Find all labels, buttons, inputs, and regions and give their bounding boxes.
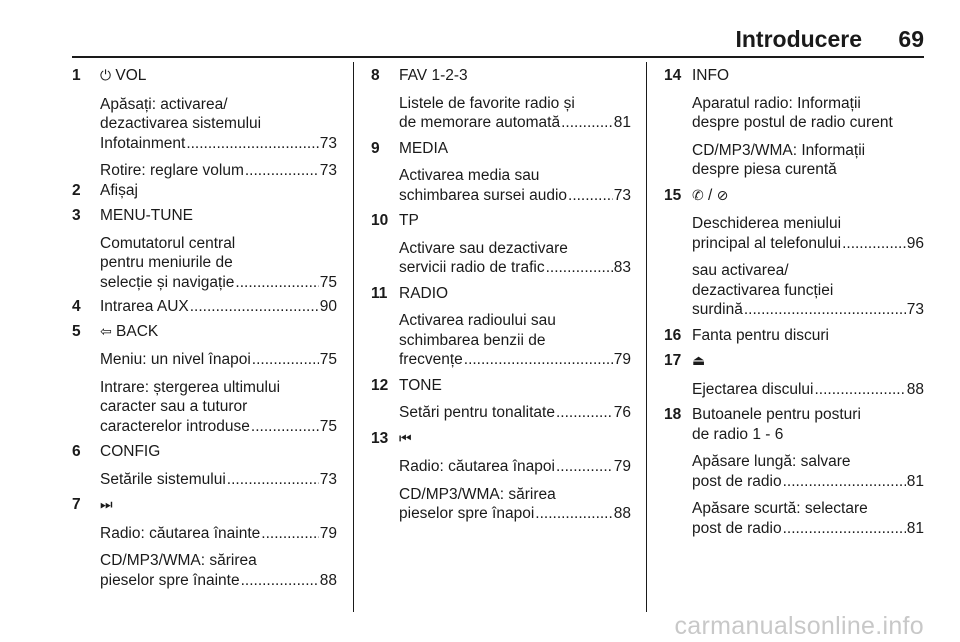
text-line: CD/MP3/WMA: sărirea (100, 552, 257, 569)
page-ref: 81 (906, 519, 924, 537)
page-ref: 88 (613, 505, 631, 522)
text-line: pentru meniurile de (100, 254, 233, 271)
item-label: RADIO (399, 284, 449, 302)
item-number: 3 (72, 207, 81, 224)
text-line: caracter sau a tuturor (100, 398, 248, 415)
toc-line: Radio: căutarea înainte ..... 79 (100, 524, 337, 544)
separator: / (708, 186, 713, 204)
item-number: 9 (371, 139, 380, 157)
item-label: MEDIA (399, 139, 449, 157)
item-label: Afișaj (100, 181, 138, 199)
text-line: Activarea media sau (399, 167, 540, 184)
back-arrow-icon: ⇦ (100, 323, 112, 340)
toc-line: Rotire: reglare volum ..... 73 (100, 161, 337, 181)
text-line: Deschiderea meniului (692, 215, 842, 232)
item-number: 10 (371, 212, 389, 229)
text-line: CD/MP3/WMA: sărirea (399, 485, 556, 503)
text-line: Apăsare scurtă: selectare (692, 500, 868, 517)
text-line: Apăsare lungă: salvare (692, 453, 851, 470)
page-ref: 83 (613, 259, 631, 276)
toc-line: de memorare automată ..... 81 (399, 113, 631, 133)
text-line: CD/MP3/WMA: Informații (692, 141, 866, 159)
page-ref: 75 (319, 417, 337, 435)
list-item (371, 376, 631, 423)
text-line: sau activarea/ (692, 262, 789, 279)
item-label: BACK (116, 322, 159, 340)
page-ref: 90 (319, 298, 337, 315)
item-number: 1 (72, 67, 81, 84)
text-line: Aparatul radio: Informații (692, 94, 861, 112)
list-item (72, 322, 337, 437)
list-item (72, 206, 337, 292)
phone-icon: ✆ (692, 187, 704, 204)
column-middle (371, 66, 631, 524)
item-label: INFO (692, 67, 730, 84)
next-track-icon: ⏭ (100, 497, 113, 513)
page-ref: 73 (319, 470, 337, 488)
toc-line: Radio: căutarea înapoi ..... 79 (399, 457, 631, 477)
page-number: 69 (898, 26, 924, 52)
item-number: 14 (664, 67, 682, 84)
list-item (371, 429, 631, 524)
page-ref: 79 (613, 458, 631, 475)
page-header (72, 26, 924, 58)
text-line: dezactivarea sistemului (100, 115, 262, 132)
item-label: VOL (115, 67, 147, 84)
page-ref: 76 (613, 404, 631, 421)
column-left (72, 66, 337, 590)
item-number: 12 (371, 376, 389, 394)
list-item (72, 66, 337, 181)
toc-line: pieselor spre înainte ..... 88 (100, 571, 337, 591)
page-ref: 79 (319, 524, 337, 542)
item-number: 8 (371, 67, 380, 84)
page-ref: 75 (319, 351, 337, 368)
item-number: 7 (72, 496, 81, 513)
item-number: 11 (371, 284, 388, 302)
page-ref: 96 (906, 234, 924, 252)
toc-line: post de radio ..... 81 (692, 472, 924, 492)
text-line: Apăsați: activarea/ (100, 95, 228, 113)
toc-line: frecvențe ..... 79 (399, 350, 631, 370)
text-line: Activare sau dezactivare (399, 239, 568, 257)
item-number: 18 (664, 406, 682, 423)
toc-line: Setările sistemului ..... 73 (100, 470, 337, 490)
text-line: dezactivarea funcției (692, 281, 834, 299)
item-number: 15 (664, 186, 682, 204)
item-number: 16 (664, 326, 682, 344)
page-ref: 88 (319, 571, 337, 589)
list-item (664, 186, 924, 320)
item-label: FAV 1-2-3 (399, 67, 468, 84)
item-number: 6 (72, 443, 81, 460)
list-item (72, 442, 337, 489)
text-line: Intrare: ștergerea ultimului (100, 378, 281, 396)
list-item (664, 405, 924, 538)
item-label: Fanta pentru discuri (692, 326, 829, 344)
column-right (664, 66, 924, 538)
text-line: Listele de favorite radio și (399, 94, 575, 112)
text-line: despre piesa curentă (692, 161, 837, 178)
item-label: de radio 1 - 6 (692, 425, 784, 443)
item-number: 2 (72, 181, 81, 199)
text-line: Activarea radioului sau (399, 312, 556, 329)
page-ref: 81 (906, 472, 924, 490)
list-item (371, 284, 631, 370)
page-title: Introducere (735, 26, 862, 52)
text-line: Comutatorul central (100, 234, 236, 252)
toc-line: surdină ..... 73 (692, 300, 924, 320)
toc-line: schimbarea sursei audio ..... 73 (399, 186, 631, 206)
page-ref: 81 (613, 114, 631, 131)
toc-line: Ejectarea discului ..... 88 (692, 380, 924, 400)
power-icon: ⏻ (100, 68, 112, 84)
item-label: CONFIG (100, 443, 161, 460)
page-ref: 73 (319, 162, 337, 179)
mute-icon: ⊘ (716, 187, 729, 204)
item-number: 13 (371, 429, 389, 447)
toc-line: caracterelor introduse ..... 75 (100, 417, 337, 437)
column-divider (353, 62, 354, 612)
text-line: despre postul de radio curent (692, 114, 893, 131)
text-line: schimbarea benzii de (399, 331, 546, 349)
toc-line: selecție și navigație ..... 75 (100, 273, 337, 293)
page-ref: 88 (906, 380, 924, 398)
toc-line: Meniu: un nivel înapoi ..... 75 (100, 350, 337, 370)
item-label: TONE (399, 376, 442, 394)
toc-line: Infotainment ..... 73 (100, 134, 337, 154)
list-item (72, 495, 337, 590)
previous-track-icon: ⏮ (399, 430, 412, 447)
item-number: 4 (72, 298, 81, 315)
list-item (371, 66, 631, 133)
list-item (664, 351, 924, 399)
toc-line: post de radio ..... 81 (692, 519, 924, 539)
page-ref: 73 (319, 134, 337, 152)
list-item (664, 66, 924, 180)
item-number: 5 (72, 322, 81, 340)
list-item (72, 181, 337, 201)
list-item (72, 297, 337, 317)
toc-line: principal al telefonului ..... 96 (692, 234, 924, 254)
page-ref: 73 (613, 186, 631, 204)
item-label: Butoanele pentru posturi (692, 406, 861, 423)
list-item (371, 139, 631, 206)
page-ref: 73 (906, 301, 924, 318)
list-item (664, 326, 924, 346)
eject-icon: ⏏ (692, 353, 706, 369)
page-ref: 79 (613, 351, 631, 368)
toc-line: pieselor spre înapoi ..... 88 (399, 504, 631, 524)
item-number: 17 (664, 352, 682, 369)
page-ref: 75 (319, 273, 337, 291)
list-item (371, 211, 631, 278)
toc-line: Setări pentru tonalitate ..... 76 (399, 403, 631, 423)
item-label: MENU-TUNE (100, 207, 193, 224)
column-divider (646, 62, 647, 612)
watermark: carmanualsonline.info (674, 612, 924, 640)
item-label: TP (399, 212, 419, 229)
toc-line: Intrarea AUX ..... 90 (100, 297, 337, 317)
toc-line: servicii radio de trafic ..... 83 (399, 258, 631, 278)
